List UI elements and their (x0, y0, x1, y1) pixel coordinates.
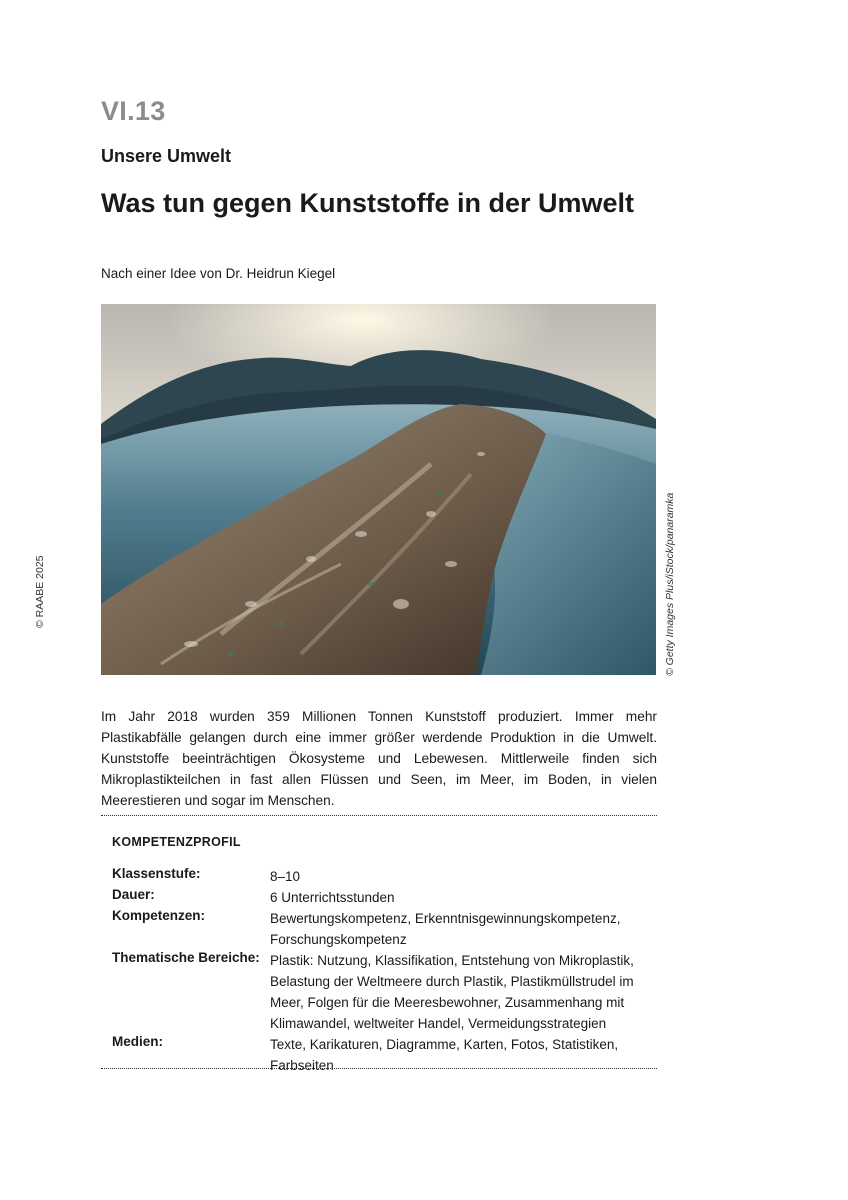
profile-value-topics: Plastik: Nutzung, Klassifikation, Entstehung von Mikroplastik, Belastung der Weltmeere durch Plastik, Plastikmüllstrudel im Meer, Folgen für die Meeresbewohner, Zusammenhang mit Klimawandel, weltweiter Handel, Vermeidungsstrategien (270, 953, 634, 1031)
series-title: Unsere Umwelt (101, 146, 232, 166)
profile-heading: KOMPETENZPROFIL (112, 835, 241, 849)
intro-paragraph: Im Jahr 2018 wurden 359 Millionen Tonnen Kunststoff produziert. Immer mehr Plastikabfälle gelangen durch eine immer größer werdende Produktion in die Umwelt. Kunststoffe beeinträchtigen Ökosysteme und Lebewesen. Mittlerweile finden sich Mikroplastikteilchen in fast allen Flüssen und Seen, im Meer, im Boden, in vielen Meerestieren und sogar im Menschen. (101, 709, 657, 808)
plastic-lake-illustration (101, 304, 656, 675)
cover-photo (101, 304, 656, 675)
profile-label-duration: Dauer: (112, 887, 155, 902)
profile-label-competencies: Kompetenzen: (112, 908, 206, 923)
divider-bottom (101, 1068, 657, 1069)
profile-label-grade: Klassenstufe: (112, 866, 201, 881)
page-title: Was tun gegen Kunststoffe in der Umwelt (101, 188, 635, 218)
profile-label-topics: Thematische Bereiche: (112, 950, 260, 965)
profile-value-duration: 6 Unterrichtsstunden (270, 890, 395, 905)
photo-credit: © Getty Images Plus/iStock/panaramka (664, 492, 676, 676)
profile-value-media: Texte, Karikaturen, Diagramme, Karten, Fotos, Statistiken, Farbseiten (270, 1037, 619, 1073)
divider-top (101, 815, 657, 816)
side-copyright: © RAABE 2025 (34, 555, 46, 628)
author-line: Nach einer Idee von Dr. Heidrun Kiegel (101, 266, 336, 281)
profile-label-media: Medien: (112, 1034, 164, 1049)
profile-value-grade: 8–10 (270, 869, 301, 884)
section-code: VI.13 (101, 96, 166, 126)
profile-value-competencies: Bewertungskompetenz, Erkenntnisgewinnungskompetenz, Forschungskompetenz (270, 911, 621, 947)
